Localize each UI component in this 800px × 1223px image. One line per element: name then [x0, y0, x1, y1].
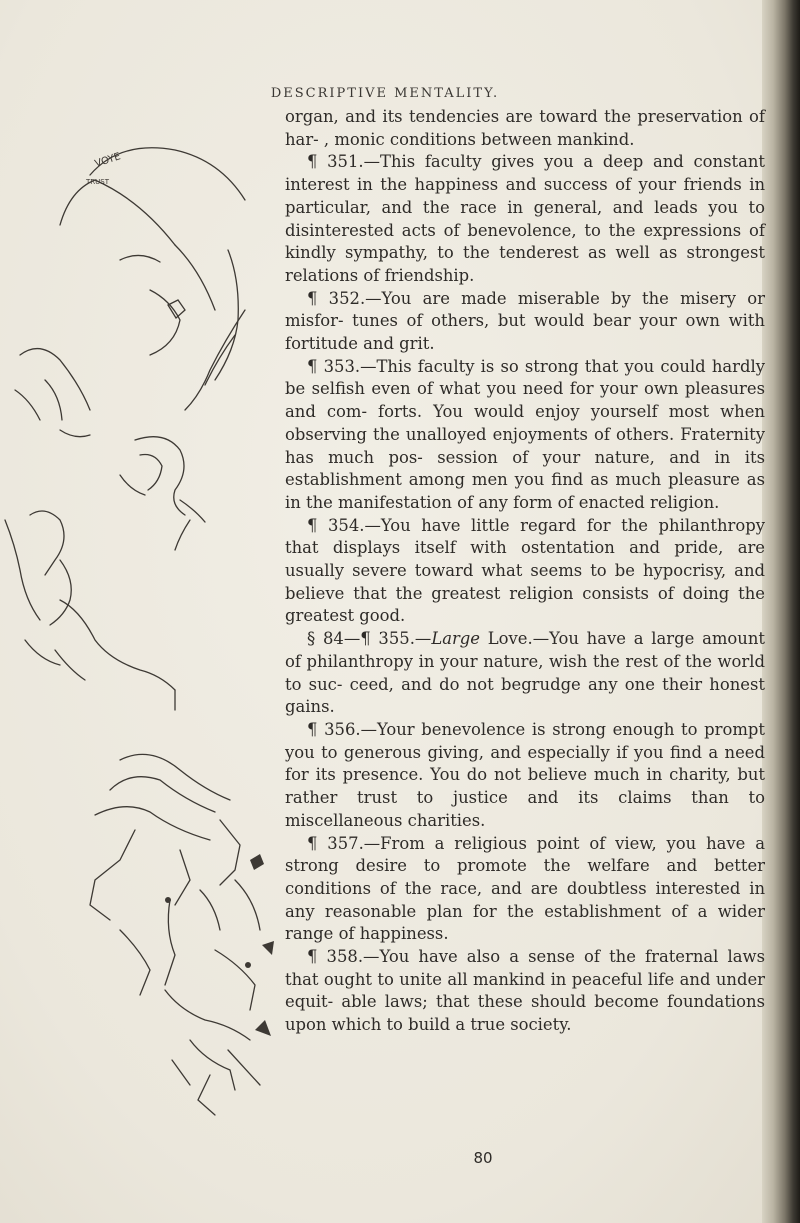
paragraph-356: ¶ 356.—Your benevolence is strong enough to prompt you to generous giving, and especially if you find a need for its presence. You do not believe much in charity, but rather trust to justice and its claims than to miscellaneous charities.	[285, 719, 765, 830]
paragraph-351: ¶ 351.—This faculty gives you a deep and constant interest in the happiness and success of your friends in particular, and the race in general, and leads you to disinterested acts of benevolence, to the expressions of kindly sympathy, to the tenderest as well as strongest relations of friendship.	[285, 152, 765, 285]
illustration-label-top: VOYE	[93, 151, 123, 170]
running-head: DESCRIPTIVE MENTALITY.	[270, 86, 500, 101]
paragraph-355-title: Large	[431, 629, 480, 649]
page-number: 80	[473, 1149, 493, 1167]
paragraph-354: ¶ 354.—You have little regard for the philanthropy that displays itself with ostentation and pride, are usually severe toward what seems to be hypocrisy, and believe that the greatest religion consists of doing the greatest good.	[285, 515, 765, 626]
book-spine	[762, 0, 800, 1223]
illustration-label-side: TRUST	[86, 178, 109, 186]
paragraph-355-title-rest: Love.	[480, 629, 533, 649]
paragraph-358: ¶ 358.—You have also a sense of the fraternal laws that ought to unite all mankind in peaceful life and under equit- able laws; that these should become foundations upon which to build a true society.	[285, 947, 765, 1035]
paragraph-355-lead: § 84—¶ 355.—	[307, 629, 432, 649]
paragraph-continuation: organ, and its tendencies are toward the preservation of har- , monic conditions between mankind.	[285, 107, 765, 149]
paragraph-355-text: —You have a large amount of philanthropy in your nature, wish the rest of the world to suc- ceed, and do not begrudge any one their honest gains.	[285, 629, 765, 717]
paragraph-355	[285, 628, 765, 719]
phrenology-head-illustration-icon	[0, 0, 290, 1223]
paragraph-357: ¶ 357.—From a religious point of view, you have a strong desire to promote the welfare and better conditions of the race, and are doubtless interested in any reasonable plan for the establishment of a wider range of happiness.	[285, 833, 765, 944]
body-text	[285, 106, 765, 1037]
paragraph-353: ¶ 353.—This faculty is so strong that you could hardly be selfish even of what you need for your own pleasures and com- forts. You would enjoy yourself most when observing the unalloyed enjoyments of others. Fraternity has much pos- session of your nature, and in its establishment among men you find as much pleasure as in the manifestation of any form of enacted religion.	[285, 356, 765, 512]
paragraph-352: ¶ 352.—You are made miserable by the misery or misfor- tunes of others, but would bear your own with fortitude and grit.	[285, 288, 765, 354]
